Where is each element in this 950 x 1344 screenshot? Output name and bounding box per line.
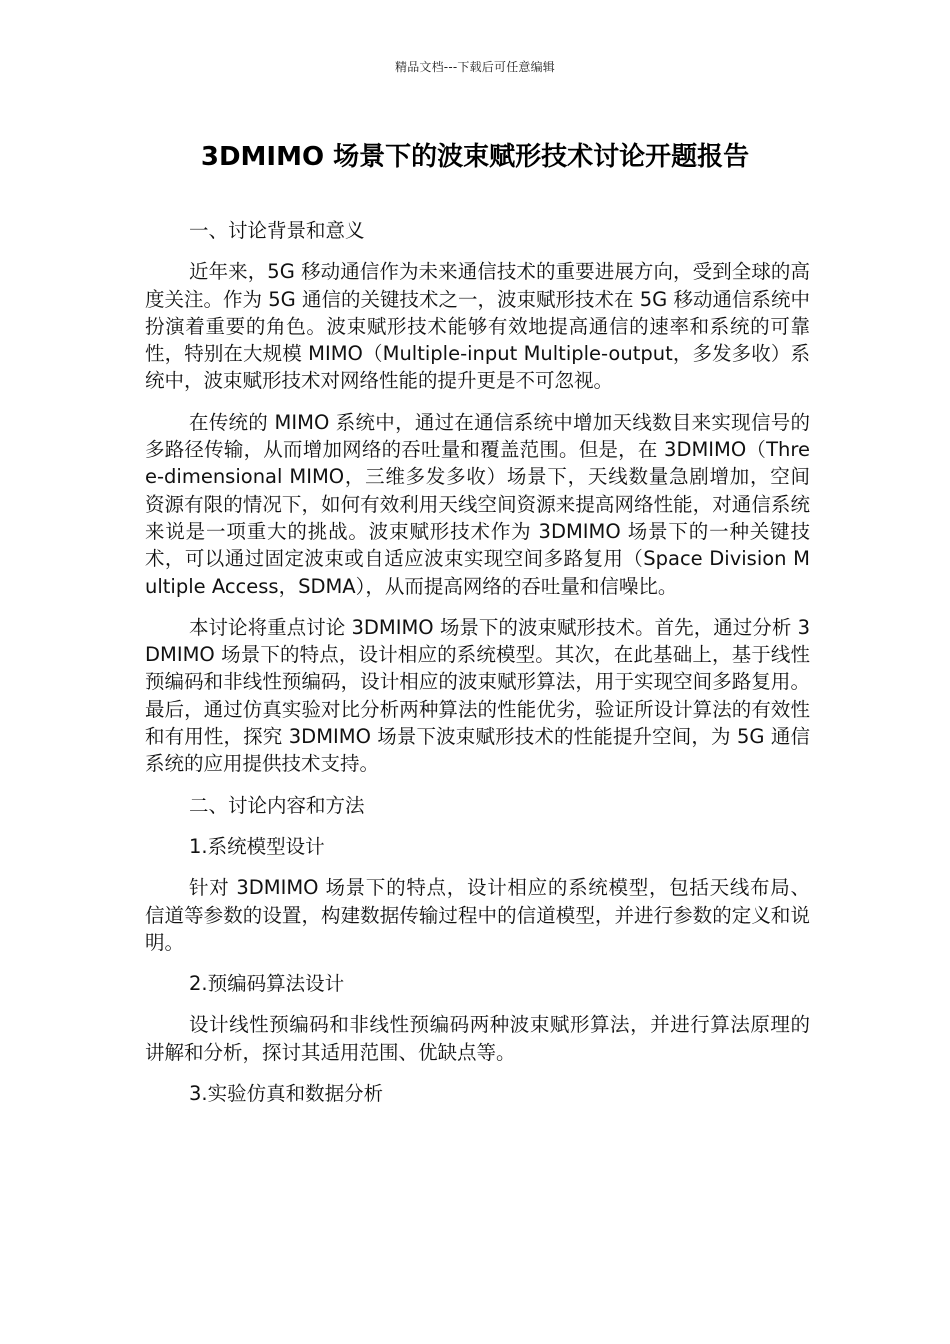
subsection-heading-precoding: 2.预编码算法设计 — [189, 972, 345, 996]
header-note: 精品文档---下载后可任意编辑 — [395, 60, 555, 74]
paragraph-system-model: 针对 3DMIMO 场景下的特点，设计相应的系统模型，包括天线布局、信道等参数的设置，构建数据传输过程中的信道模型，并进行参数的定义和说明。 — [145, 876, 810, 954]
document-title: 3DMIMO 场景下的波束赋形技术讨论开题报告 — [200, 142, 750, 172]
section-heading-background: 一、讨论背景和意义 — [189, 219, 365, 242]
subsection-heading-system-model: 1.系统模型设计 — [189, 834, 325, 858]
paragraph-intro-2: 在传统的 MIMO 系统中，通过在通信系统中增加天线数目来实现信号的多路径传输，从而增加网络的吞吐量和覆盖范围。但是，在 3DMIMO（Three-dimensional MIMO，三维多发多收）场景下，天线数量急剧增加，空间资源有限的情况下，如何有效利用天线空间资源来提高网络性能，对通信系统来说是一项重大的挑战。波束赋形技术作为 3DMIMO 场景下的一种关键技术，可以通过固定波束或自适应波束实现空间多路复用（Space Division Multiple Access，SDMA），从而提高网络的吞吐量和信噪比。 — [145, 410, 810, 598]
paragraph-precoding: 设计线性预编码和非线性预编码两种波束赋形算法，并进行算法原理的讲解和分析，探讨其适用范围、优缺点等。 — [145, 1013, 810, 1064]
document-body — [145, 217, 810, 1121]
section-heading-content-methods: 二、讨论内容和方法 — [189, 793, 365, 817]
subsection-heading-simulation: 3.实验仿真和数据分析 — [189, 1082, 384, 1106]
paragraph-intro-1: 近年来，5G 移动通信作为未来通信技术的重要进展方向，受到全球的高度关注。作为 5G 通信的关键技术之一，波束赋形技术在 5G 移动通信系统中扮演着重要的角色。波束赋形技术能够有效地提高通信的速率和系统的可靠性，特别在大规模 MIMO（Multiple-input Multiple-output，多发多收）系统中，波束赋形技术对网络性能的提升更是不可忽视。 — [145, 260, 810, 393]
paragraph-intro-3: 本讨论将重点讨论 3DMIMO 场景下的波束赋形技术。首先，通过分析 3DMIMO 场景下的特点，设计相应的系统模型。其次，在此基础上，基于线性预编码和非线性预编码，设计相应的波束赋形算法，用于实现空间多路复用。最后，通过仿真实验对比分析两种算法的性能优劣，验证所设计算法的有效性和有用性，探究 3DMIMO 场景下波束赋形技术的性能提升空间，为 5G 通信系统的应用提供技术支持。 — [145, 615, 810, 776]
